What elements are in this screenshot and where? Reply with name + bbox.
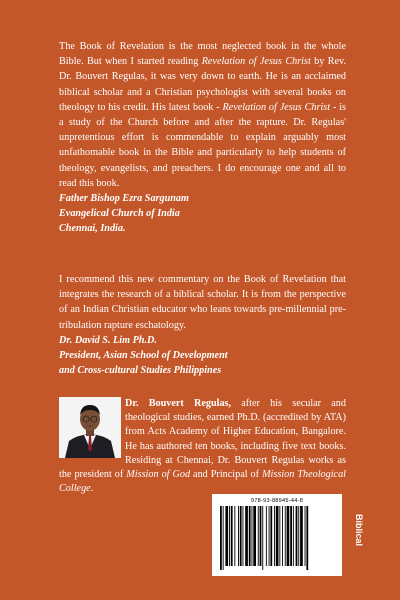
author-portrait-image — [59, 397, 121, 458]
endorsement-1-signature-org: Evangelical Church of India — [59, 208, 180, 220]
barcode-icon — [220, 506, 334, 570]
author-bio-text: Dr. Bouvert Regulas, after his secular and theological studies, earned Ph.D. (accredited by ATA) from Acts Academy of Higher Education, Bangalore. He has authored ten books, including five text books. Residing at Chennai, Dr. Bouvert Regulas works as the president of Mission of God and Principal of Mission Theological College. — [59, 398, 347, 495]
endorsement-2-signature-name: Dr. David S. Lim Ph.D. — [59, 334, 157, 346]
endorsement-1 — [59, 39, 346, 237]
endorsement-1-signature-name: Father Bishop Ezra Sargunam — [59, 193, 189, 205]
endorsement-1-text: The Book of Revelation is the most neglected book in the whole Bible. But when I started reading Revelation of Jesus Christ by Rev. Dr. Bouvert Regulas, it was very down to earth. He is an acclaimed biblical scholar and a Christian psychologist with several books on theology to his credit. His latest book - Revelation of Jesus Christ - is a study of the Church before and after the rapture. Dr. Regulas' unpretentious effort is commendable to explain arguably most unfathomable book in the Bible and particularly to help students of theology, evangelists, and preachers. I do encourage one and all to read this book. — [59, 41, 347, 189]
endorsement-2-signature-org: and Cross-cultural Studies Philippines — [59, 365, 222, 377]
endorsement-2 — [59, 272, 346, 378]
endorsement-2-text: I recommend this new commentary on the Book of Revelation that integrates the research of a biblical scholar. It is from the perspective of an Indian Christian educator who leans towards pre-millennial pre-tribulation rapture eschatology. — [59, 274, 346, 331]
author-bio — [59, 397, 346, 496]
endorsement-1-signature-place: Chennai, India. — [59, 223, 126, 235]
category-label: Biblical — [354, 514, 364, 547]
author-photo — [59, 397, 125, 459]
isbn-number: 978-93-88945-44-8 — [250, 498, 304, 504]
endorsement-2-signature-title: President, Asian School of Development — [59, 350, 228, 362]
isbn-barcode — [212, 494, 342, 576]
